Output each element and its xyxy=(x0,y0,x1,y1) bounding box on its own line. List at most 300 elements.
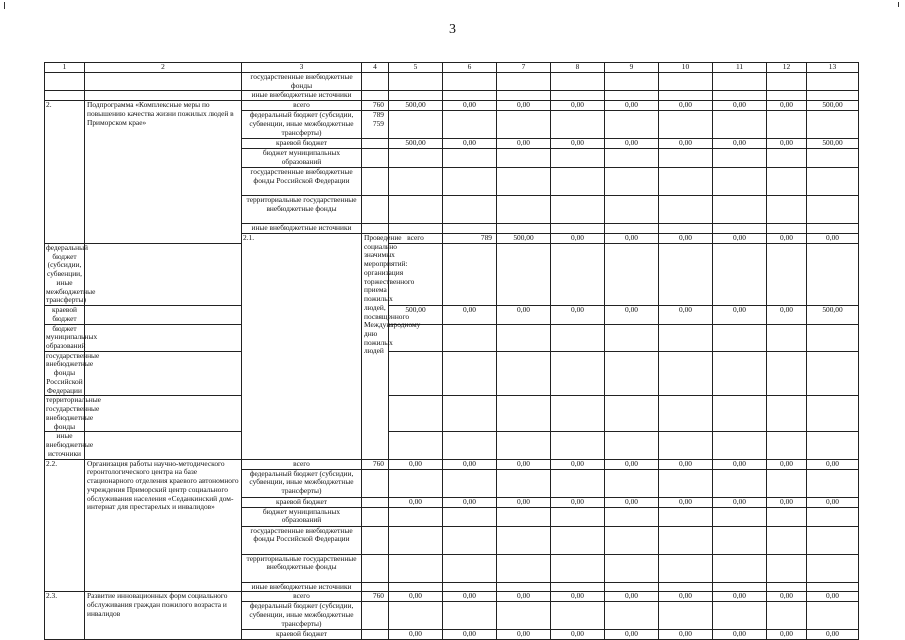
amount-cell xyxy=(767,324,807,351)
budget-code xyxy=(362,497,389,507)
column-number: 11 xyxy=(713,63,767,73)
funding-source: бюджет муниципальных образований xyxy=(242,507,362,526)
funding-source: государственные внебюджетные фонды xyxy=(242,73,362,91)
item-number: 2.3. xyxy=(45,592,85,640)
amount-cell xyxy=(605,432,659,459)
amount-cell: 500,00 xyxy=(807,101,859,111)
amount-cell xyxy=(443,168,497,196)
amount-cell: 0,00 xyxy=(497,497,551,507)
budget-code xyxy=(362,526,389,554)
amount-cell xyxy=(551,243,605,305)
item-number xyxy=(45,73,85,91)
column-number: 12 xyxy=(767,63,807,73)
funding-source: всего xyxy=(242,459,362,469)
amount-cell: 0,00 xyxy=(497,592,551,602)
amount-cell: 0,00 xyxy=(659,306,713,324)
amount-cell: 0,00 xyxy=(605,630,659,640)
amount-cell xyxy=(807,469,859,497)
amount-cell: 500,00 xyxy=(389,139,443,149)
amount-cell: 0,00 xyxy=(605,306,659,324)
amount-cell xyxy=(497,168,551,196)
amount-cell xyxy=(389,196,443,224)
amount-cell xyxy=(443,554,497,582)
amount-cell xyxy=(659,396,713,432)
column-number: 7 xyxy=(497,63,551,73)
amount-cell: 0,00 xyxy=(443,497,497,507)
amount-cell: 0,00 xyxy=(551,139,605,149)
amount-cell xyxy=(767,73,807,91)
amount-cell: 0,00 xyxy=(659,233,713,243)
table-row xyxy=(45,101,859,111)
amount-cell: 0,00 xyxy=(443,630,497,640)
amount-cell: 0,00 xyxy=(713,630,767,640)
budget-code xyxy=(362,630,389,640)
amount-cell xyxy=(389,554,443,582)
budget-code xyxy=(362,196,389,224)
budget-code xyxy=(362,168,389,196)
amount-cell xyxy=(497,602,551,630)
funding-source: федеральный бюджет (субсидии, субвенции, иные межбюджетные трансферты) xyxy=(242,602,362,630)
amount-cell xyxy=(551,554,605,582)
funding-source: федеральный бюджет (субсидии, субвенции, иные межбюджетные трансферты) xyxy=(242,111,362,139)
amount-cell: 0,00 xyxy=(389,630,443,640)
amount-cell xyxy=(605,196,659,224)
column-number: 2 xyxy=(85,63,242,73)
amount-cell xyxy=(497,507,551,526)
amount-cell: 0,00 xyxy=(713,459,767,469)
budget-code xyxy=(362,149,389,168)
amount-cell: 0,00 xyxy=(443,459,497,469)
amount-cell: 0,00 xyxy=(767,497,807,507)
amount-cell xyxy=(551,149,605,168)
amount-cell xyxy=(767,351,807,396)
amount-cell xyxy=(659,432,713,459)
table-row xyxy=(45,592,859,602)
amount-cell xyxy=(389,602,443,630)
amount-cell xyxy=(389,469,443,497)
amount-cell xyxy=(551,469,605,497)
amount-cell: 500,00 xyxy=(807,306,859,324)
amount-cell xyxy=(659,111,713,139)
amount-cell xyxy=(497,554,551,582)
amount-cell xyxy=(551,602,605,630)
amount-cell xyxy=(659,507,713,526)
funding-source: всего xyxy=(242,592,362,602)
amount-cell xyxy=(497,243,551,305)
amount-cell xyxy=(713,224,767,234)
amount-cell: 0,00 xyxy=(389,459,443,469)
amount-cell xyxy=(551,224,605,234)
funding-source: иные внебюджетные источники xyxy=(242,582,362,592)
page-number: 3 xyxy=(449,22,456,37)
amount-cell xyxy=(443,526,497,554)
amount-cell xyxy=(659,602,713,630)
amount-cell: 0,00 xyxy=(713,592,767,602)
amount-cell xyxy=(551,196,605,224)
amount-cell xyxy=(659,554,713,582)
amount-cell xyxy=(389,526,443,554)
amount-cell xyxy=(497,196,551,224)
amount-cell xyxy=(807,196,859,224)
funding-source: краевой бюджет xyxy=(45,306,85,324)
amount-cell: 0,00 xyxy=(807,592,859,602)
amount-cell xyxy=(497,432,551,459)
amount-cell xyxy=(605,351,659,396)
amount-cell: 0,00 xyxy=(605,101,659,111)
amount-cell: 0,00 xyxy=(497,139,551,149)
funding-source: краевой бюджет xyxy=(242,630,362,640)
amount-cell: 500,00 xyxy=(807,139,859,149)
amount-cell xyxy=(807,168,859,196)
amount-cell xyxy=(605,243,659,305)
amount-cell xyxy=(389,224,443,234)
amount-cell xyxy=(551,324,605,351)
amount-cell xyxy=(807,73,859,91)
scan-mark-right xyxy=(898,2,902,7)
amount-cell xyxy=(659,196,713,224)
amount-cell xyxy=(389,73,443,91)
budget-table xyxy=(44,62,859,640)
amount-cell: 0,00 xyxy=(807,459,859,469)
funding-source: краевой бюджет xyxy=(242,497,362,507)
amount-cell xyxy=(807,396,859,432)
amount-cell: 0,00 xyxy=(807,233,859,243)
budget-code xyxy=(85,351,242,396)
amount-cell xyxy=(443,224,497,234)
amount-cell xyxy=(767,602,807,630)
amount-cell xyxy=(713,469,767,497)
amount-cell xyxy=(807,526,859,554)
amount-cell xyxy=(443,396,497,432)
table-body xyxy=(45,63,859,640)
amount-cell xyxy=(767,111,807,139)
item-title xyxy=(85,73,242,91)
amount-cell xyxy=(807,554,859,582)
amount-cell xyxy=(605,224,659,234)
amount-cell xyxy=(713,602,767,630)
amount-cell xyxy=(713,111,767,139)
funding-source: федеральный бюджет (субсидии, субвенции, иные межбюджетные трансферты) xyxy=(46,242,96,305)
amount-cell xyxy=(767,243,807,305)
amount-cell xyxy=(551,526,605,554)
amount-cell: 0,00 xyxy=(497,459,551,469)
funding-source: территориальные государственные внебюджетные фонды xyxy=(46,395,101,431)
column-number: 10 xyxy=(659,63,713,73)
amount-cell xyxy=(713,396,767,432)
amount-cell xyxy=(713,554,767,582)
budget-code: 760 xyxy=(362,101,389,111)
amount-cell xyxy=(713,196,767,224)
column-number: 9 xyxy=(605,63,659,73)
amount-cell: 0,00 xyxy=(767,139,807,149)
amount-cell xyxy=(605,554,659,582)
amount-cell: 0,00 xyxy=(497,630,551,640)
amount-cell xyxy=(767,168,807,196)
budget-code xyxy=(85,432,242,459)
header-row xyxy=(45,63,859,73)
amount-cell xyxy=(443,196,497,224)
amount-cell xyxy=(659,224,713,234)
amount-cell xyxy=(605,526,659,554)
amount-cell xyxy=(605,111,659,139)
amount-cell xyxy=(443,73,497,91)
amount-cell: 0,00 xyxy=(551,592,605,602)
amount-cell xyxy=(659,149,713,168)
amount-cell xyxy=(659,243,713,305)
amount-cell xyxy=(807,602,859,630)
amount-cell xyxy=(497,526,551,554)
amount-cell xyxy=(605,149,659,168)
amount-cell xyxy=(807,432,859,459)
amount-cell: 0,00 xyxy=(551,101,605,111)
funding-source: иные внебюджетные источники xyxy=(46,431,94,458)
amount-cell: 0,00 xyxy=(443,592,497,602)
amount-cell xyxy=(497,111,551,139)
amount-cell xyxy=(713,351,767,396)
amount-cell xyxy=(389,396,443,432)
amount-cell xyxy=(767,149,807,168)
item-title: Подпрограмма «Комплексные меры по повышению качества жизни пожилых людей в Приморском крае» xyxy=(85,101,242,244)
funding-source: государственные внебюджетные фонды Российской Федерации xyxy=(46,350,100,395)
amount-cell: 0,00 xyxy=(605,592,659,602)
budget-code xyxy=(362,224,389,234)
amount-cell xyxy=(767,507,807,526)
funding-source: государственные внебюджетные фонды Российской Федерации xyxy=(242,168,362,196)
amount-cell xyxy=(443,149,497,168)
amount-cell: 0,00 xyxy=(659,139,713,149)
amount-cell: 0,00 xyxy=(551,233,605,243)
amount-cell xyxy=(807,351,859,396)
amount-cell xyxy=(443,507,497,526)
amount-cell: 0,00 xyxy=(605,459,659,469)
column-number: 3 xyxy=(242,63,362,73)
amount-cell xyxy=(551,111,605,139)
amount-cell xyxy=(551,168,605,196)
item-number: 2.1. xyxy=(242,233,362,459)
amount-cell: 0,00 xyxy=(389,497,443,507)
amount-cell: 0,00 xyxy=(443,139,497,149)
amount-cell: 0,00 xyxy=(767,306,807,324)
amount-cell: 0,00 xyxy=(389,592,443,602)
amount-cell xyxy=(497,396,551,432)
budget-code xyxy=(362,602,389,630)
table-row xyxy=(45,73,859,91)
amount-cell: 0,00 xyxy=(497,306,551,324)
amount-cell xyxy=(659,351,713,396)
amount-cell: 0,00 xyxy=(807,630,859,640)
amount-cell xyxy=(807,243,859,305)
budget-code: 789 759 xyxy=(362,111,389,139)
budget-code xyxy=(362,469,389,497)
amount-cell xyxy=(551,432,605,459)
amount-cell xyxy=(767,469,807,497)
budget-code xyxy=(85,306,242,324)
amount-cell xyxy=(443,351,497,396)
table-row xyxy=(45,351,859,396)
column-number: 1 xyxy=(45,63,85,73)
table-row xyxy=(45,306,859,324)
amount-cell xyxy=(605,324,659,351)
column-number: 8 xyxy=(551,63,605,73)
amount-cell xyxy=(807,507,859,526)
amount-cell xyxy=(605,396,659,432)
amount-cell xyxy=(497,469,551,497)
amount-cell xyxy=(767,432,807,459)
amount-cell xyxy=(713,526,767,554)
table-row xyxy=(45,432,859,459)
budget-code xyxy=(85,243,242,305)
funding-source: федеральный бюджет (субсидии, субвенции, иные межбюджетные трансферты) xyxy=(242,469,362,497)
funding-source: государственные внебюджетные фонды Российской Федерации xyxy=(242,526,362,554)
amount-cell xyxy=(605,73,659,91)
amount-cell xyxy=(713,432,767,459)
amount-cell xyxy=(497,149,551,168)
amount-cell: 0,00 xyxy=(605,233,659,243)
amount-cell xyxy=(807,224,859,234)
funding-source: территориальные государственные внебюджетные фонды xyxy=(242,554,362,582)
amount-cell xyxy=(389,168,443,196)
amount-cell: 0,00 xyxy=(713,101,767,111)
amount-cell xyxy=(497,324,551,351)
funding-source: иные внебюджетные источники xyxy=(242,224,362,234)
amount-cell xyxy=(807,324,859,351)
table-row xyxy=(45,243,859,305)
amount-cell: 0,00 xyxy=(713,497,767,507)
table-row xyxy=(45,459,859,469)
amount-cell xyxy=(713,324,767,351)
funding-source: бюджет муниципальных образований xyxy=(242,149,362,168)
amount-cell: 0,00 xyxy=(767,630,807,640)
funding-source: всего xyxy=(389,233,443,243)
funding-source: краевой бюджет xyxy=(242,139,362,149)
budget-table-wrapper xyxy=(44,62,859,640)
amount-cell xyxy=(767,396,807,432)
amount-cell xyxy=(807,111,859,139)
amount-cell: 0,00 xyxy=(551,630,605,640)
budget-code xyxy=(362,73,389,91)
amount-cell: 0,00 xyxy=(551,459,605,469)
amount-cell: 0,00 xyxy=(497,101,551,111)
amount-cell: 0,00 xyxy=(605,497,659,507)
amount-cell xyxy=(389,111,443,139)
budget-code: 760 xyxy=(362,592,389,602)
amount-cell xyxy=(713,168,767,196)
amount-cell: 0,00 xyxy=(659,630,713,640)
amount-cell: 500,00 xyxy=(389,101,443,111)
amount-cell: 0,00 xyxy=(713,233,767,243)
amount-cell xyxy=(389,149,443,168)
amount-cell xyxy=(807,149,859,168)
amount-cell xyxy=(443,432,497,459)
amount-cell: 0,00 xyxy=(551,306,605,324)
budget-code xyxy=(362,139,389,149)
amount-cell xyxy=(767,196,807,224)
item-number: 2.2. xyxy=(45,459,85,592)
amount-cell xyxy=(443,469,497,497)
funding-source: иные внебюджетные источники xyxy=(242,91,362,101)
scan-mark-left xyxy=(4,2,8,9)
budget-code: 789 xyxy=(443,233,497,243)
amount-cell xyxy=(605,602,659,630)
item-number: 2. xyxy=(45,101,85,244)
amount-cell xyxy=(659,324,713,351)
amount-cell xyxy=(713,507,767,526)
amount-cell xyxy=(389,351,443,396)
amount-cell: 0,00 xyxy=(713,139,767,149)
amount-cell xyxy=(443,243,497,305)
budget-code xyxy=(85,396,242,432)
amount-cell: 0,00 xyxy=(605,139,659,149)
amount-cell: 0,00 xyxy=(713,306,767,324)
amount-cell xyxy=(659,168,713,196)
column-number: 5 xyxy=(389,63,443,73)
amount-cell: 500,00 xyxy=(497,233,551,243)
table-row xyxy=(45,324,859,351)
amount-cell: 0,00 xyxy=(767,592,807,602)
amount-cell xyxy=(659,526,713,554)
amount-cell: 0,00 xyxy=(659,459,713,469)
amount-cell xyxy=(605,168,659,196)
funding-source: бюджет муниципальных образований xyxy=(46,323,98,351)
amount-cell: 0,00 xyxy=(767,459,807,469)
amount-cell: 0,00 xyxy=(659,497,713,507)
amount-cell: 0,00 xyxy=(767,233,807,243)
amount-cell: 0,00 xyxy=(807,497,859,507)
funding-source: территориальные государственные внебюджетные фонды xyxy=(242,196,362,224)
column-number: 4 xyxy=(362,63,389,73)
amount-cell xyxy=(659,469,713,497)
item-title: Проведение социально значимых мероприятий: организация торжественного приема пожилых людей, посвященного Международному дню пожилых людей xyxy=(362,233,389,459)
item-title: Развитие инновационных форм социального обслуживания граждан пожилого возраста и инвалидов xyxy=(85,592,242,640)
amount-cell: 0,00 xyxy=(443,101,497,111)
amount-cell xyxy=(551,507,605,526)
amount-cell xyxy=(713,73,767,91)
amount-cell xyxy=(605,507,659,526)
amount-cell xyxy=(443,111,497,139)
amount-cell xyxy=(659,73,713,91)
amount-cell xyxy=(443,602,497,630)
amount-cell xyxy=(713,243,767,305)
amount-cell xyxy=(551,396,605,432)
funding-source: всего xyxy=(242,101,362,111)
amount-cell xyxy=(389,507,443,526)
amount-cell xyxy=(767,224,807,234)
amount-cell xyxy=(497,351,551,396)
amount-cell: 0,00 xyxy=(551,497,605,507)
amount-cell xyxy=(551,351,605,396)
budget-code: 760 xyxy=(362,459,389,469)
amount-cell xyxy=(497,73,551,91)
amount-cell xyxy=(389,432,443,459)
amount-cell xyxy=(605,469,659,497)
budget-code xyxy=(362,507,389,526)
column-number: 6 xyxy=(443,63,497,73)
amount-cell xyxy=(767,554,807,582)
column-number: 13 xyxy=(807,63,859,73)
table-row xyxy=(45,396,859,432)
item-title: Организация работы научно-методического геронтологического центра на базе стационарного отделения краевого автономного учреждения Приморский центр социального обслуживания населения «Седанкинский дом-интернат для престарелых и инвалидов» xyxy=(85,459,242,592)
amount-cell: 0,00 xyxy=(767,101,807,111)
amount-cell: 500,00 xyxy=(389,306,443,324)
amount-cell xyxy=(713,149,767,168)
amount-cell: 0,00 xyxy=(443,306,497,324)
amount-cell: 0,00 xyxy=(659,592,713,602)
amount-cell xyxy=(443,324,497,351)
amount-cell: 0,00 xyxy=(659,101,713,111)
budget-code xyxy=(362,554,389,582)
amount-cell xyxy=(767,526,807,554)
budget-code xyxy=(85,324,242,351)
